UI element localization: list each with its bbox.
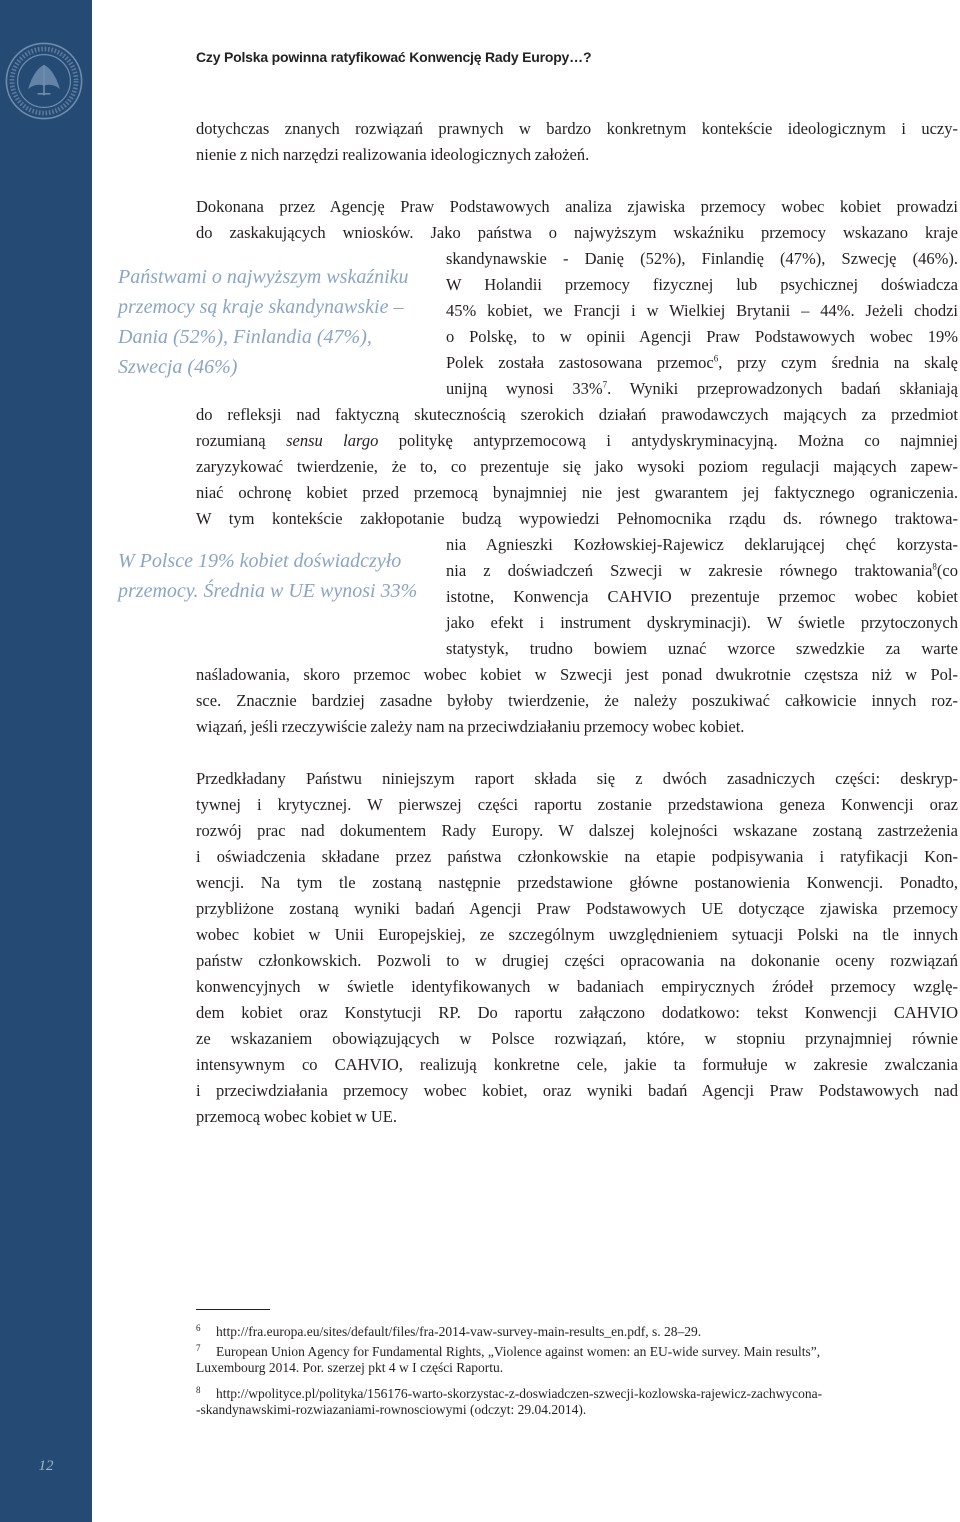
pull-quote: W Polsce 19% kobiet doświadczyło przemocy. Średnia w UE wynosi 33% [118,550,418,602]
footnote-ref-8: 8 [932,561,937,572]
institute-seal-logo [4,41,84,121]
text-line: ze wskazaniem obowiązujących w Polsce rozwiązań, które, w stopniu przynajmniej równie [196,1029,958,1048]
text-line: dem kobiet oraz Konstytucji RP. Do raportu załączono dodatkowo: tekst Konwencji CAHVIO [196,1003,958,1022]
text-line: skandynawskie ‑ Danię (52%), Finlandię (47%), Szwecję (46%). [446,249,958,268]
text-line: wencji. Na tym tle zostaną następnie przedstawione główne postanowienia Konwencji. Ponadto, [196,873,958,892]
text-line: W Holandii przemocy fizycznej lub psychicznej doświadcza [446,275,958,294]
text-run: (co [936,561,958,580]
text-line: Przedkładany Państwu niniejszym raport składa się z dwóch zasadniczych części: deskryp- [196,769,958,788]
text-line: sce. Znacznie bardziej zasadne byłoby twierdzenie, że należy poszukiwać całkowicie innych roz- [196,691,958,710]
text-run: , przy czym średnia na skalę [718,353,958,372]
footnote-link[interactable]: http://wpolityce.pl/polityka/156176-warto-skorzystac-z-doswiadczen-szwecji-kozlowska-rajewicz-zachwycona- [216,1386,823,1401]
text-line: i przeciwdziałania przemocy wobec kobiet, oraz wyniki badań Agencji Praw Podstawowych nad [196,1081,958,1100]
footnote-text: European Union Agency for Fundamental Rights, „Violence against women: an EU-wide survey. Main results”, [216,1344,821,1359]
text-line: o Polskę, to w opinii Agencji Praw Podstawowych wobec 19% [446,327,958,346]
text-line: jako efekt i instrument dyskryminacji). W świetle przytoczonych [446,613,958,632]
text-line [446,376,958,402]
footnote-ref-7: 7 [602,379,608,390]
text-line: statystyk, trudno bowiem uznać wzorce szwedzkie za warte [446,639,958,658]
text-run: rozumianą [196,431,287,450]
text-line: do zaskakujących wniosków. Jako państwa o najwyższym wskaźniku przemocy wskazano kraje [196,223,958,242]
footnote-ref-6: 6 [713,353,719,364]
text-line [446,558,958,584]
text-line: do refleksji nad faktyczną skutecznością szerokich działań prawodawczych mających za przedmiot [196,405,958,424]
text-line: wiązań, jeśli rzeczywiście zależy nam na przeciwdziałaniu przemocy wobec kobiet. [196,717,745,736]
text-line: wobec kobiet w Unii Europejskiej, ze szczególnym uwzględnieniem sytuacji Polski na tle innych [196,925,958,944]
latin-term: sensu largo [286,431,379,450]
text-line: państw członkowskich. Pozwoli to w drugiej części opracowania na dokonanie oceny rozwiązań [196,951,958,970]
sidebar-band [0,0,92,1522]
text-run: politykę antyprzemocową i antydyskryminacyjną. Można co najmniej [378,431,959,450]
text-run: . Wyniki przeprowadzonych badań skłaniają [607,379,958,398]
text-line: dotychczas znanych rozwiązań prawnych w bardzo konkretnym kontekście ideologicznym i uczy- [196,119,958,138]
text-line [196,428,958,454]
running-header: Czy Polska powinna ratyfikować Konwencję Rady Europy…? [196,49,592,65]
text-line: istotne, Konwencja CAHVIO prezentuje przemoc wobec kobiet [446,587,958,606]
text-line: zaryzykować twierdzenie, że to, co prezentuje się jako wysoki poziom regulacji mających zapew- [196,457,958,476]
text-line: intensywnym co CAHVIO, realizują konkretne cele, jakie ta formułuje w zakresie zwalczania [196,1055,958,1074]
text-line [446,350,958,376]
text-run: Polek została zastosowana przemoc [446,353,714,372]
footnote-number: 6 [196,1323,201,1333]
text-line: niać ochronę kobiet przed przemocą bynajmniej nie jest gwarantem jej faktycznego ograniczenia. [196,483,958,502]
text-line: W tym kontekście zakłopotanie budzą wypowiedzi Pełnomocnika rządu ds. równego traktowa- [196,509,958,528]
footnote-number: 7 [196,1343,201,1353]
text-line: przybliżone zostaną wyniki badań Agencji Praw Podstawowych UE dotyczące zjawiska przemocy [196,899,958,918]
text-line: rozwój prac nad dokumentem Rady Europy. W dalszej kolejności wskazane zostaną zastrzeżenia [196,821,958,840]
footnote-link[interactable]: http://fra.europa.eu/sites/default/files/fra-2014-vaw-survey-main-results_en.pdf, s. 28–29. [216,1324,702,1339]
text-line: naśladowania, skoro przemoc wobec kobiet w Szwecji jest ponad dwukrotnie częstsza niż w Pol- [196,665,958,684]
footnote-number: 8 [196,1385,201,1395]
text-run: unijną wynosi 33% [446,379,603,398]
footnote-8-cont[interactable]: -skandynawskimi-rozwiazaniami-rownosciowymi (odczyt: 29.04.2014). [196,1402,587,1417]
text-line: konwencyjnych w świetle identyfikowanych w badaniach empirycznych źródeł przemocy wzglę- [196,977,958,996]
text-line: nia Agnieszki Kozłowskiej-Rajewicz deklarującej chęć korzysta- [446,535,958,554]
footnote-separator [196,1309,270,1310]
text-line: 45% kobiet, we Francji i w Wielkiej Brytanii – 44%. Jeżeli chodzi [446,301,958,320]
text-line: Dokonana przez Agencję Praw Podstawowych analiza zjawiska przemocy wobec kobiet prowadzi [196,197,958,216]
text-line: przemocą wobec kobiet w UE. [196,1107,397,1126]
pull-quote: Państwami o najwyższym wskaźniku przemocy są kraje skandynawskie – Dania (52%), Finlandia (47%), Szwecja (46%) [118,266,409,378]
text-line: tywnej i krytycznej. W pierwszej części raportu zostanie przedstawiona geneza Konwencji oraz [196,795,958,814]
text-line: nienie z nich narzędzi realizowania ideologicznych założeń. [196,145,590,164]
page-number: 12 [38,1458,54,1474]
text-run: nia z doświadczeń Szwecji w zakresie równego traktowania [446,561,933,580]
footnote-7-cont: Luxembourg 2014. Por. szerzej pkt 4 w I części Raportu. [196,1360,504,1375]
text-line: i oświadczenia składane przez państwa członkowskie na etapie podpisywania i ratyfikacji Kon- [196,847,958,866]
